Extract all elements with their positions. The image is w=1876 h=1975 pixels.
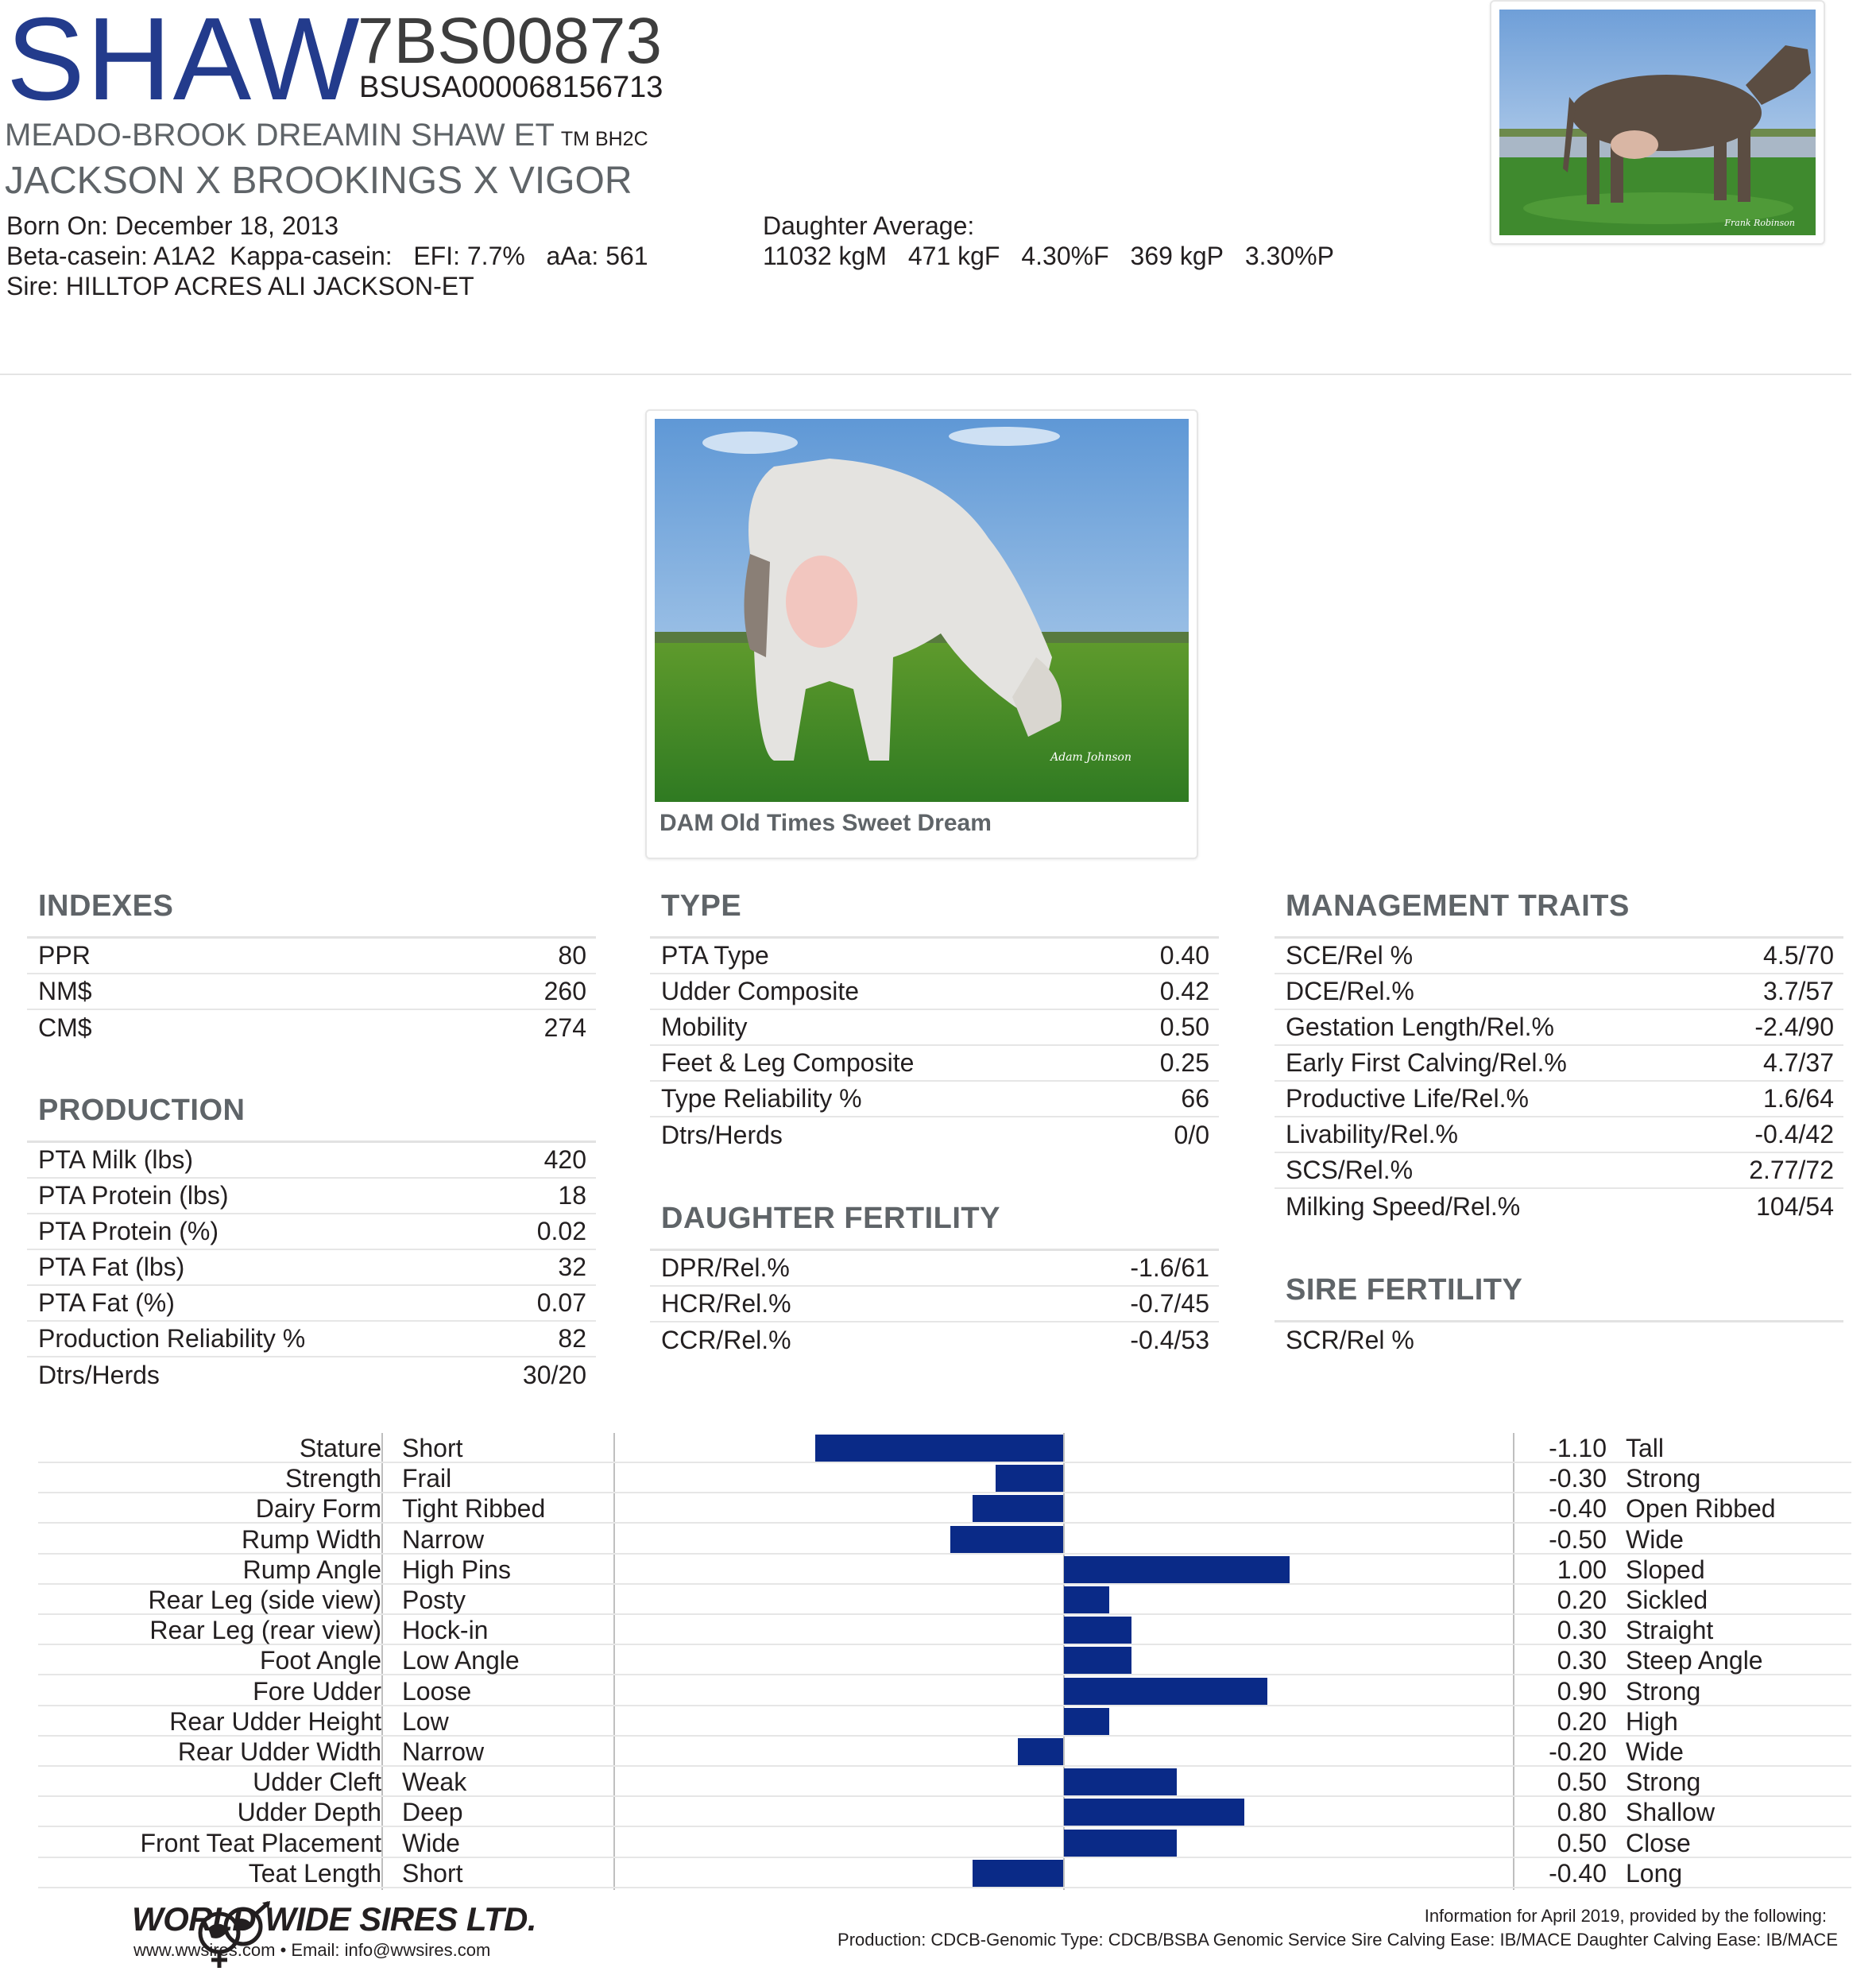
daughter-fertility-table (650, 1251, 1219, 1358)
row-value: 3.7/57 (1763, 977, 1834, 1005)
header-divider (0, 374, 1851, 375)
trait-low-label: Weak (402, 1768, 467, 1797)
row-value: 0.42 (1159, 977, 1209, 1005)
trait-value: 0.50 (1557, 1828, 1607, 1857)
trait-name: Rear Udder Height (169, 1706, 381, 1736)
production-row (27, 1214, 596, 1250)
type-title: TYPE (661, 889, 742, 923)
row-label: HCR/Rel.% (661, 1289, 791, 1318)
row-value: 2.77/72 (1749, 1156, 1834, 1184)
trait-high-label: Strong (1626, 1676, 1701, 1706)
daughter-fertility-title: DAUGHTER FERTILITY (661, 1202, 1000, 1235)
trait-name: Stature (299, 1434, 381, 1462)
trait-value: -0.40 (1549, 1858, 1607, 1888)
trait-name: Dairy Form (255, 1494, 381, 1524)
trait-low-label: Deep (402, 1798, 463, 1827)
row-value: 82 (558, 1324, 586, 1353)
trait-name: Udder Depth (237, 1798, 381, 1827)
row-value: 0.40 (1159, 941, 1209, 970)
trait-value: -0.30 (1549, 1464, 1607, 1493)
linear-trait-row (38, 1524, 1851, 1555)
company-contact: www.wwsires.com • Email: info@wwsires.com (133, 1940, 491, 1960)
type-row (650, 1082, 1219, 1117)
casein-info: Beta-casein: A1A2 Kappa-casein: EFI: 7.7% aAa: 561 (6, 242, 648, 270)
dam-caption: DAM Old Times Sweet Dream (660, 810, 992, 836)
type-row (650, 1010, 1219, 1046)
linear-trait-row (38, 1555, 1851, 1585)
row-label: DCE/Rel.% (1286, 977, 1414, 1005)
row-value: 0.02 (536, 1217, 586, 1245)
row-value: 4.5/70 (1763, 941, 1834, 970)
trait-high-label: Straight (1626, 1616, 1714, 1645)
management-row (1275, 1117, 1843, 1153)
row-value: -2.4/90 (1754, 1013, 1834, 1041)
row-label: PTA Protein (lbs) (38, 1181, 229, 1210)
production-table (27, 1143, 596, 1393)
trait-high-label: Open Ribbed (1626, 1494, 1776, 1524)
trait-name: Teat Length (248, 1858, 381, 1888)
linear-trait-row (38, 1493, 1851, 1524)
linear-trait-row (38, 1706, 1851, 1737)
trait-name: Strength (285, 1464, 381, 1493)
daughter-average-label: Daughter Average: (763, 211, 975, 240)
daughter-fertility-section (650, 1201, 1219, 1358)
full-name-suffix: TM BH2C (560, 128, 648, 150)
trait-low-label: Loose (402, 1676, 472, 1706)
type-row (650, 1117, 1219, 1153)
pedigree-line: JACKSON X BROOKINGS X VIGOR (5, 160, 632, 202)
row-value: -0.7/45 (1130, 1289, 1209, 1318)
row-label: Productive Life/Rel.% (1286, 1084, 1529, 1113)
daughter-protein: 369 kgP (1130, 242, 1224, 270)
footer-sources-note: Production: CDCB-Genomic Type: CDCB/BSBA Genomic Service Sire Calving Ease: IB/MACE Daughter Calving Ease: IB/MACE (837, 1930, 1838, 1950)
row-label: Production Reliability % (38, 1324, 306, 1353)
company-name: WORLD WIDE SIRES LTD. (132, 1900, 537, 1938)
bull-photo (1490, 0, 1825, 245)
type-row (650, 1046, 1219, 1082)
full-registered-name (5, 116, 648, 158)
bull-photo-image (1499, 10, 1816, 235)
trait-high-label: Wide (1626, 1524, 1684, 1554)
linear-trait-row (38, 1676, 1851, 1706)
row-label: Mobility (661, 1013, 748, 1041)
production-row (27, 1286, 596, 1322)
bull-name: SHAW (6, 0, 362, 125)
linear-trait-row (38, 1828, 1851, 1858)
row-label: Udder Composite (661, 977, 859, 1005)
trait-low-label: Low Angle (402, 1646, 520, 1675)
row-value: -1.6/61 (1130, 1253, 1209, 1282)
linear-trait-row (38, 1645, 1851, 1675)
birth-date: Born On: December 18, 2013 (6, 211, 339, 240)
type-table (650, 939, 1219, 1153)
type-section (650, 889, 1219, 1153)
row-label: PTA Type (661, 941, 769, 970)
footer-info-note: Information for April 2019, provided by the following: (1424, 1906, 1827, 1926)
management-row (1275, 1082, 1843, 1117)
management-title: MANAGEMENT TRAITS (1286, 889, 1630, 923)
management-row (1275, 939, 1843, 974)
production-row (27, 1322, 596, 1357)
production-row (27, 1143, 596, 1179)
row-value: 1.6/64 (1763, 1084, 1834, 1113)
index-row (27, 939, 596, 974)
trait-value: -0.40 (1549, 1494, 1607, 1524)
trait-bar (815, 1435, 1063, 1462)
row-label: Dtrs/Herds (661, 1121, 783, 1149)
trait-high-label: Long (1626, 1858, 1683, 1888)
trait-bar (1064, 1556, 1290, 1583)
trait-low-label: Hock-in (402, 1616, 489, 1645)
row-value: -0.4/53 (1130, 1326, 1209, 1354)
trait-bar (950, 1526, 1063, 1553)
trait-name: Rump Angle (242, 1555, 381, 1584)
management-row (1275, 1153, 1843, 1189)
row-label: Milking Speed/Rel.% (1286, 1192, 1521, 1221)
trait-value: 0.80 (1557, 1798, 1607, 1827)
trait-low-label: Posty (402, 1586, 466, 1614)
linear-trait-row (38, 1858, 1851, 1888)
indexes-section (27, 889, 596, 1046)
index-row (27, 1010, 596, 1046)
row-value: 104/54 (1756, 1192, 1834, 1221)
management-section (1275, 889, 1843, 1225)
linear-trait-row (38, 1433, 1851, 1463)
sire-fertility-row (1275, 1322, 1843, 1358)
bull-photo-watermark: Frank Robinson (1724, 218, 1795, 228)
production-section (27, 1093, 596, 1393)
trait-low-label: Frail (402, 1464, 452, 1493)
trait-name: Foot Angle (260, 1646, 381, 1675)
daughter-protein-pct: 3.30%P (1244, 242, 1334, 270)
trait-high-label: Strong (1626, 1768, 1701, 1797)
row-value: 18 (558, 1181, 586, 1210)
full-name-text: MEADO-BROOK DREAMIN SHAW ET (5, 118, 555, 153)
row-label: PTA Fat (lbs) (38, 1253, 185, 1281)
row-value: 0/0 (1174, 1121, 1209, 1149)
row-value: 4.7/37 (1763, 1048, 1834, 1077)
trait-bar (1064, 1647, 1131, 1674)
management-row (1275, 1010, 1843, 1046)
indexes-title: INDEXES (38, 889, 174, 923)
bull-code: 7BS00873 (358, 5, 663, 77)
row-label: Type Reliability % (661, 1084, 862, 1113)
trait-bar (1064, 1830, 1177, 1857)
dam-photo-image (655, 419, 1189, 802)
row-label: SCR/Rel % (1286, 1326, 1414, 1354)
trait-value: 0.30 (1557, 1646, 1607, 1675)
row-label: DPR/Rel.% (661, 1253, 790, 1282)
linear-trait-row (38, 1737, 1851, 1767)
linear-trait-row (38, 1797, 1851, 1827)
linear-trait-chart (38, 1433, 1851, 1892)
trait-value: 0.30 (1557, 1616, 1607, 1645)
sire-fertility-table (1275, 1322, 1843, 1358)
trait-high-label: High (1626, 1706, 1678, 1736)
daughter-milk: 11032 kgM (763, 242, 887, 270)
daughter-fertility-row (650, 1322, 1219, 1358)
row-label: SCS/Rel.% (1286, 1156, 1414, 1184)
index-row (27, 974, 596, 1010)
indexes-table (27, 939, 596, 1046)
trait-name: Rump Width (241, 1524, 381, 1554)
row-value: 30/20 (522, 1361, 586, 1389)
trait-high-label: Close (1626, 1828, 1691, 1857)
trait-bar (1064, 1708, 1109, 1735)
row-value: 274 (543, 1013, 586, 1042)
row-label: Feet & Leg Composite (661, 1048, 915, 1077)
trait-name: Rear Udder Width (177, 1737, 381, 1766)
row-value: 420 (543, 1145, 586, 1174)
linear-trait-row (38, 1585, 1851, 1615)
trait-bar (1064, 1617, 1131, 1644)
production-row (27, 1179, 596, 1214)
registration-number: BSUSA000068156713 (359, 71, 663, 104)
row-label: PTA Fat (%) (38, 1288, 175, 1317)
row-value: 0.25 (1159, 1048, 1209, 1077)
daughter-fat-pct: 4.30%F (1021, 242, 1109, 270)
trait-value: 0.20 (1557, 1706, 1607, 1736)
linear-trait-row (38, 1615, 1851, 1645)
trait-value: -0.20 (1549, 1737, 1607, 1766)
trait-low-label: Narrow (402, 1737, 485, 1766)
trait-bar (973, 1860, 1063, 1887)
row-value: -0.4/42 (1754, 1120, 1834, 1148)
trait-value: 0.50 (1557, 1768, 1607, 1797)
row-label: NM$ (38, 977, 92, 1005)
trait-high-label: Sloped (1626, 1555, 1705, 1584)
row-label: PPR (38, 941, 91, 970)
trait-high-label: Strong (1626, 1464, 1701, 1493)
trait-value: -1.10 (1549, 1434, 1607, 1462)
trait-value: 0.90 (1557, 1676, 1607, 1706)
row-label: CCR/Rel.% (661, 1326, 791, 1354)
management-row (1275, 974, 1843, 1010)
trait-bar (1064, 1799, 1244, 1826)
trait-bar (1064, 1768, 1177, 1795)
row-value: 0.50 (1159, 1013, 1209, 1041)
row-label: PTA Milk (lbs) (38, 1145, 193, 1174)
type-row (650, 939, 1219, 974)
trait-bar (1064, 1678, 1267, 1705)
trait-name: Rear Leg (side view) (148, 1586, 381, 1614)
daughter-fertility-row (650, 1287, 1219, 1322)
row-label: Gestation Length/Rel.% (1286, 1013, 1554, 1041)
production-row (27, 1250, 596, 1286)
management-table (1275, 939, 1843, 1225)
trait-high-label: Sickled (1626, 1586, 1708, 1614)
trait-low-label: Wide (402, 1828, 460, 1857)
row-value: 80 (558, 941, 586, 970)
row-label: Early First Calving/Rel.% (1286, 1048, 1567, 1077)
trait-bar (973, 1495, 1063, 1522)
trait-bar (996, 1465, 1063, 1492)
row-label: PTA Protein (%) (38, 1217, 219, 1245)
linear-trait-row (38, 1767, 1851, 1797)
trait-high-label: Steep Angle (1626, 1646, 1763, 1675)
trait-high-label: Shallow (1626, 1798, 1715, 1827)
sire-fertility-section (1275, 1272, 1843, 1358)
trait-bar (1064, 1586, 1109, 1613)
row-label: SCE/Rel % (1286, 941, 1414, 970)
row-value: 32 (558, 1253, 586, 1281)
daughter-average-values (763, 241, 1348, 271)
trait-name: Front Teat Placement (140, 1828, 381, 1857)
row-label: Dtrs/Herds (38, 1361, 160, 1389)
trait-value: 0.20 (1557, 1586, 1607, 1614)
trait-value: 1.00 (1557, 1555, 1607, 1584)
trait-low-label: Low (402, 1706, 449, 1736)
trait-high-label: Wide (1626, 1737, 1684, 1766)
row-value: 66 (1181, 1084, 1209, 1113)
trait-value: -0.50 (1549, 1524, 1607, 1554)
trait-high-label: Tall (1626, 1434, 1665, 1462)
sire-fertility-title: SIRE FERTILITY (1286, 1273, 1523, 1307)
trait-low-label: Tight Ribbed (402, 1494, 546, 1524)
type-row (650, 974, 1219, 1010)
trait-low-label: Short (402, 1858, 463, 1888)
management-row (1275, 1189, 1843, 1225)
trait-name: Rear Leg (rear view) (149, 1616, 381, 1645)
daughter-fat: 471 kgF (907, 242, 1000, 270)
row-value: 260 (543, 977, 586, 1005)
production-title: PRODUCTION (38, 1094, 246, 1127)
production-row (27, 1357, 596, 1393)
trait-name: Fore Udder (253, 1676, 381, 1706)
trait-low-label: Short (402, 1434, 463, 1462)
row-label: CM$ (38, 1013, 92, 1042)
daughter-fertility-row (650, 1251, 1219, 1287)
trait-name: Udder Cleft (253, 1768, 381, 1797)
management-row (1275, 1046, 1843, 1082)
dam-photo (645, 409, 1198, 859)
row-value: 0.07 (536, 1288, 586, 1317)
sire-info: Sire: HILLTOP ACRES ALI JACKSON-ET (6, 272, 474, 300)
trait-low-label: Narrow (402, 1524, 485, 1554)
trait-bar (1018, 1738, 1063, 1765)
dam-photo-watermark: Adam Johnson (1050, 751, 1131, 764)
trait-low-label: High Pins (402, 1555, 511, 1584)
row-label: Livability/Rel.% (1286, 1120, 1458, 1148)
linear-trait-row (38, 1463, 1851, 1493)
